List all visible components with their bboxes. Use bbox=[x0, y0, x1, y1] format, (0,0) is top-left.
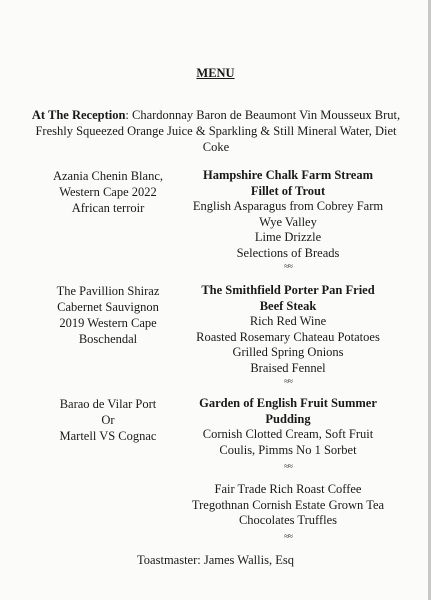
wine-pairing-1 bbox=[24, 168, 192, 216]
course-2-item-line: Roasted Rosemary Chateau Potatoes bbox=[196, 329, 380, 344]
course-4-item-line: Tregothnan Cornish Estate Grown Tea bbox=[191, 497, 385, 512]
wine-pairing-2 bbox=[24, 283, 192, 347]
separator-4: ≈≈ bbox=[284, 531, 292, 541]
course-3-heading-line: Garden of English Fruit Summer bbox=[199, 396, 377, 410]
course-1-heading-line: Fillet of Trout bbox=[250, 183, 326, 198]
separator-1: ≈≈ bbox=[284, 261, 292, 271]
reception-label: At The Reception bbox=[31, 108, 126, 122]
wine-2-line: Cabernet Sauvignon bbox=[57, 300, 159, 314]
separator-3: ≈≈ bbox=[284, 461, 292, 471]
course-1-heading-line: Hampshire Chalk Farm Stream bbox=[202, 168, 374, 182]
course-2-item-line: Rich Red Wine bbox=[249, 314, 327, 328]
menu-title: MENU bbox=[196, 66, 235, 80]
wine-1-line: Azania Chenin Blanc, bbox=[52, 169, 164, 183]
wine-2-line: Boschendal bbox=[78, 332, 138, 346]
wine-1-line: Western Cape 2022 bbox=[59, 185, 157, 199]
course-3-heading-line: Pudding bbox=[265, 411, 311, 426]
wine-pairing-3 bbox=[24, 396, 192, 444]
reception-text: : Chardonnay Baron de Beaumont Vin Mousseux Brut, Freshly Squeezed Orange Juice & Sparkling & Still Mineral Water, Diet Coke bbox=[35, 108, 401, 154]
wine-1-line: African terroir bbox=[71, 201, 145, 215]
course-1-item-line: Wye Valley bbox=[259, 214, 317, 229]
course-3-item-line: Coulis, Pimms No 1 Sorbet bbox=[219, 442, 357, 457]
course-1-item-line: English Asparagus from Cobrey Farm bbox=[192, 199, 384, 213]
course-1 bbox=[188, 168, 388, 261]
course-3-item-line: Cornish Clotted Cream, Soft Fruit bbox=[202, 427, 374, 441]
reception-section bbox=[30, 107, 402, 155]
wine-3-line: Martell VS Cognac bbox=[59, 429, 157, 443]
wine-3-line: Barao de Vilar Port bbox=[59, 397, 157, 411]
course-1-item-line: Lime Drizzle bbox=[254, 230, 322, 244]
course-1-item-line: Selections of Breads bbox=[236, 245, 340, 260]
course-4-item-line: Fair Trade Rich Roast Coffee bbox=[214, 482, 362, 496]
wine-2-line: 2019 Western Cape bbox=[59, 316, 157, 330]
wine-3-line: Or bbox=[101, 413, 115, 427]
toastmaster-line: Toastmaster: James Wallis, Esq bbox=[137, 553, 294, 567]
course-2-item-line: Braised Fennel bbox=[250, 360, 326, 375]
course-2 bbox=[188, 283, 388, 376]
separator-2: ≈≈ bbox=[284, 376, 292, 386]
wine-2-line: The Pavillion Shiraz bbox=[56, 284, 160, 298]
course-3 bbox=[188, 396, 388, 458]
course-2-item-line: Grilled Spring Onions bbox=[232, 345, 344, 359]
course-2-heading-line: Beef Steak bbox=[259, 298, 317, 313]
course-4-item-line: Chocolates Truffles bbox=[238, 513, 338, 527]
course-2-heading-line: The Smithfield Porter Pan Fried bbox=[201, 283, 375, 297]
course-4 bbox=[188, 482, 388, 529]
